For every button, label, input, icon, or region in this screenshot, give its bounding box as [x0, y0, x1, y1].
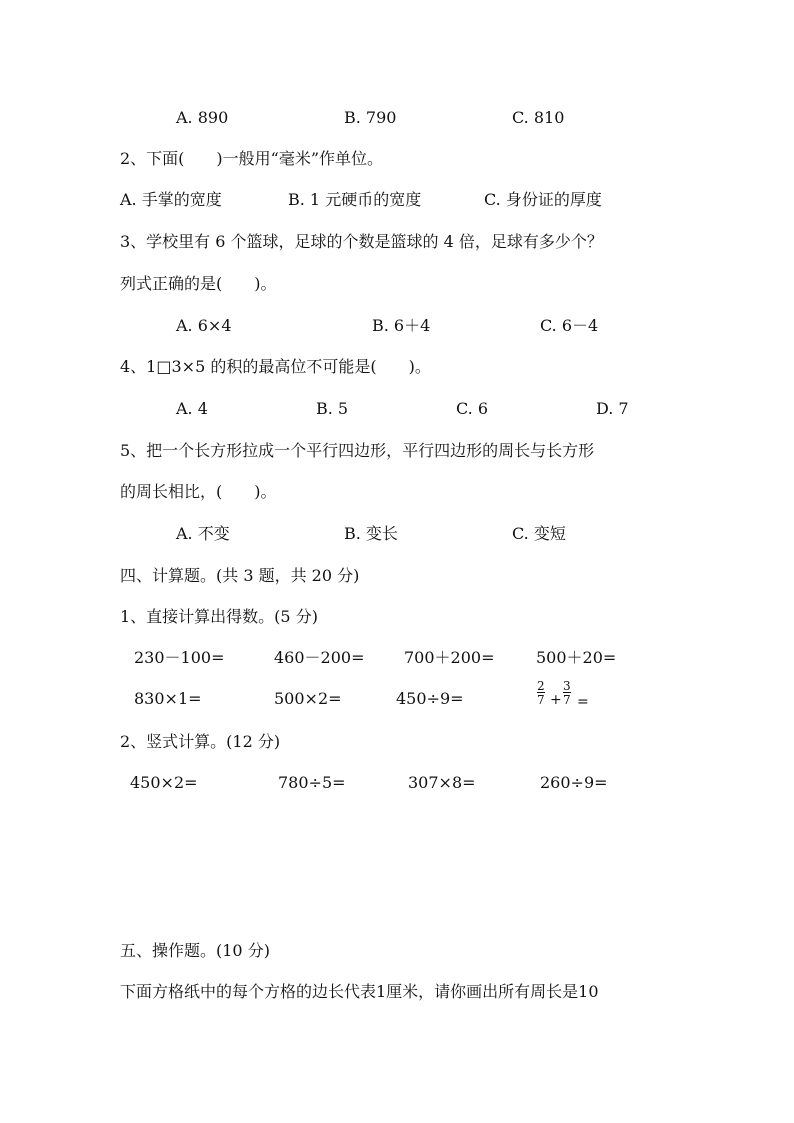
fraction-b: [563, 680, 571, 706]
calc-item: 230－100=: [134, 648, 225, 667]
q4-stem: 4、1□3×5 的积的最高位不可能是( )。: [120, 357, 431, 376]
fraction-a-denominator: 7: [537, 693, 545, 707]
section4-sub1-title: 1、直接计算出得数。(5 分): [120, 607, 318, 626]
fraction-equals: =: [577, 694, 589, 710]
q3-option-b: B. 6＋4: [372, 316, 431, 335]
fraction-b-numerator: 3: [563, 679, 571, 693]
q1-option-a: A. 890: [176, 108, 229, 127]
q5-stem-line1: 5、把一个长方形拉成一个平行四边形，平行四边形的周长与长方形: [120, 441, 595, 460]
section5-text: 下面方格纸中的每个方格的边长代表1厘米，请你画出所有周长是10: [120, 982, 599, 1001]
fraction-b-denominator: 7: [563, 693, 571, 707]
calc-item: 780÷5=: [278, 773, 346, 792]
q4-option-d: D. 7: [596, 399, 629, 418]
q3-stem-line2: 列式正确的是( )。: [120, 274, 277, 293]
q2-option-a: A. 手掌的宽度: [120, 190, 222, 209]
fraction-plus: +: [550, 692, 562, 708]
q2-option-b: B. 1 元硬币的宽度: [288, 190, 422, 209]
calc-item: 460－200=: [274, 648, 365, 667]
q5-option-c: C. 变短: [512, 524, 566, 543]
q2-option-c: C. 身份证的厚度: [484, 190, 602, 209]
q4-option-b: B. 5: [316, 399, 349, 418]
calc-item: 700＋200=: [404, 648, 495, 667]
section5-title: 五、操作题。(10 分): [120, 941, 270, 960]
q1-option-c: C. 810: [512, 108, 565, 127]
q4-option-a: A. 4: [176, 399, 208, 418]
calc-item: 500×2=: [274, 689, 342, 708]
q3-option-c: C. 6－4: [540, 316, 599, 335]
calc-item: 500＋20=: [536, 648, 617, 667]
calc-item: 450÷9=: [396, 689, 464, 708]
q3-stem-line1: 3、学校里有 6 个篮球，足球的个数是篮球的 4 倍，足球有多少个？: [120, 232, 603, 251]
calc-item: 260÷9=: [540, 773, 608, 792]
q2-stem: 2、下面( )一般用“毫米”作单位。: [120, 149, 384, 168]
calc-item: 450×2=: [130, 773, 198, 792]
fraction-a-numerator: 2: [537, 679, 545, 693]
q1-option-b: B. 790: [344, 108, 397, 127]
q4-option-c: C. 6: [456, 399, 489, 418]
calc-item: 830×1=: [134, 689, 202, 708]
calc-item: 307×8=: [408, 773, 476, 792]
q5-option-a: A. 不变: [176, 524, 230, 543]
fraction-a: [537, 680, 545, 706]
q3-option-a: A. 6×4: [176, 316, 232, 335]
section4-sub2-title: 2、竖式计算。(12 分): [120, 732, 281, 751]
q5-option-b: B. 变长: [344, 524, 398, 543]
section4-title: 四、计算题。(共 3 题，共 20 分): [120, 566, 360, 585]
q5-stem-line2: 的周长相比，( )。: [120, 482, 277, 501]
